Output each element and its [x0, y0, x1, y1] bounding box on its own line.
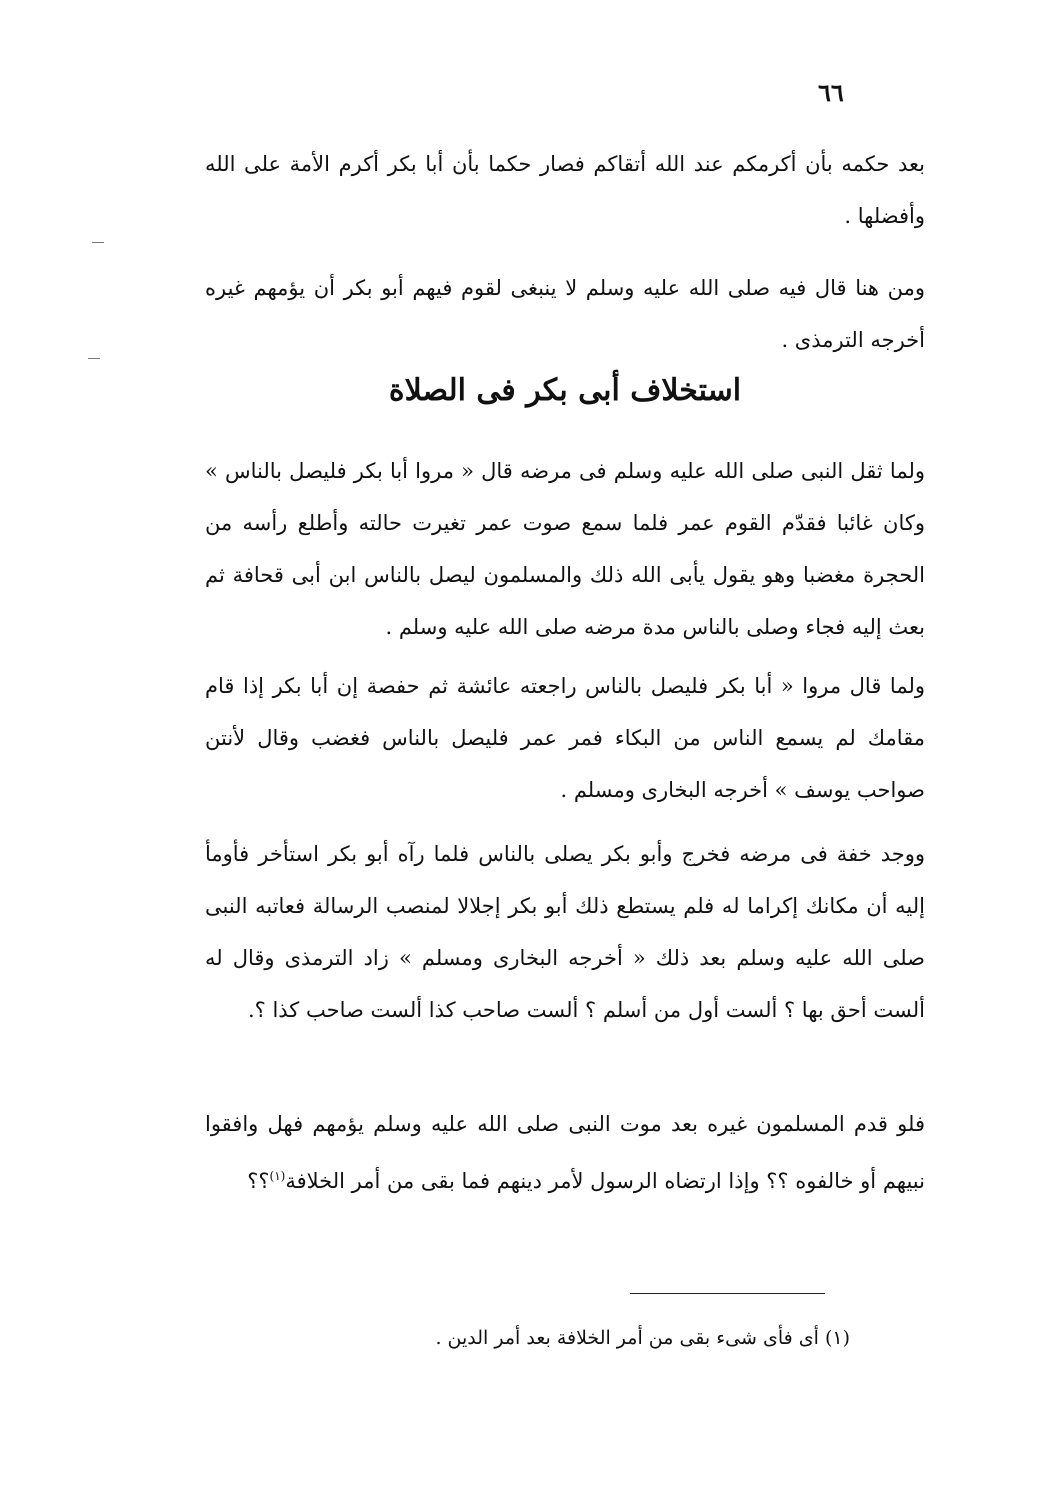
paragraph-conclusion-tail: ؟؟ — [247, 1169, 270, 1193]
paragraph-illness: ولما ثقل النبى صلى الله عليه وسلم فى مرضه قال « مروا أبا بكر فليصل بالناس » وكان غائبا فقدّم القوم عمر فلما سمع صوت عمر تغيرت حالته وأطلع رأسه من الحجرة مغضبا وهو يقول يأبى الله ذلك والمسلمون ليصل بالناس ابن أبى قحافة ثم بعث إليه فجاء وصلى بالناس مدة مرضه صلى الله عليه وسلم . — [205, 459, 925, 639]
paragraph-tirmidhi: ومن هنا قال فيه صلى الله عليه وسلم لا ينبغى لقوم فيهم أبو بكر أن يؤمهم غيره أخرجه الترمذى . — [205, 276, 925, 352]
footnote-divider — [630, 1293, 825, 1294]
paragraph-conclusion — [205, 1098, 925, 1207]
paragraph-recovery: ووجد خفة فى مرضه فخرج وأبو بكر يصلى بالناس فلما رآه أبو بكر استأخر فأومأ إليه أن مكانك إكراما له فلم يستطع ذلك أبو بكر إجلالا لمنصب الرسالة فعاتبه النبى صلى الله عليه وسلم بعد ذلك « أخرجه البخارى ومسلم » زاد الترمذى وقال له ألست أحق بها ؟ ألست أول من أسلم ؟ ألست صاحب كذا ألست صاحب كذا ؟. — [205, 842, 925, 1022]
footnote: (١) أى فأى شىء بقى من أمر الخلافة بعد أمر الدين . — [435, 1327, 850, 1349]
margin-mark — [92, 242, 104, 243]
section-heading: استخلاف أبى بكر فى الصلاة — [388, 373, 742, 408]
paragraph-conclusion-text: فلو قدم المسلمون غيره بعد موت النبى صلى الله عليه وسلم يؤمهم فهل وافقوا نبيهم أو خالفوه ؟؟ وإذا ارتضاه الرسول لأمر دينهم فما بقى من أمر الخلافة — [205, 1112, 925, 1193]
paragraph-aisha: ولما قال مروا « أبا بكر فليصل بالناس راجعته عائشة ثم حفصة إن أبا بكر إذا قام مقامك لم يسمع الناس من البكاء فمر عمر فليصل بالناس فغضب وقال لأنتن صواحب يوسف » أخرجه البخارى ومسلم . — [205, 674, 925, 802]
paragraph-intro: بعد حكمه بأن أكرمكم عند الله أتقاكم فصار حكما بأن أبا بكر أكرم الأمة على الله وأفضلها . — [205, 152, 925, 228]
page-number: ٦٦ — [818, 78, 844, 107]
footnote-reference: (١) — [269, 1169, 286, 1183]
margin-mark — [88, 358, 100, 359]
